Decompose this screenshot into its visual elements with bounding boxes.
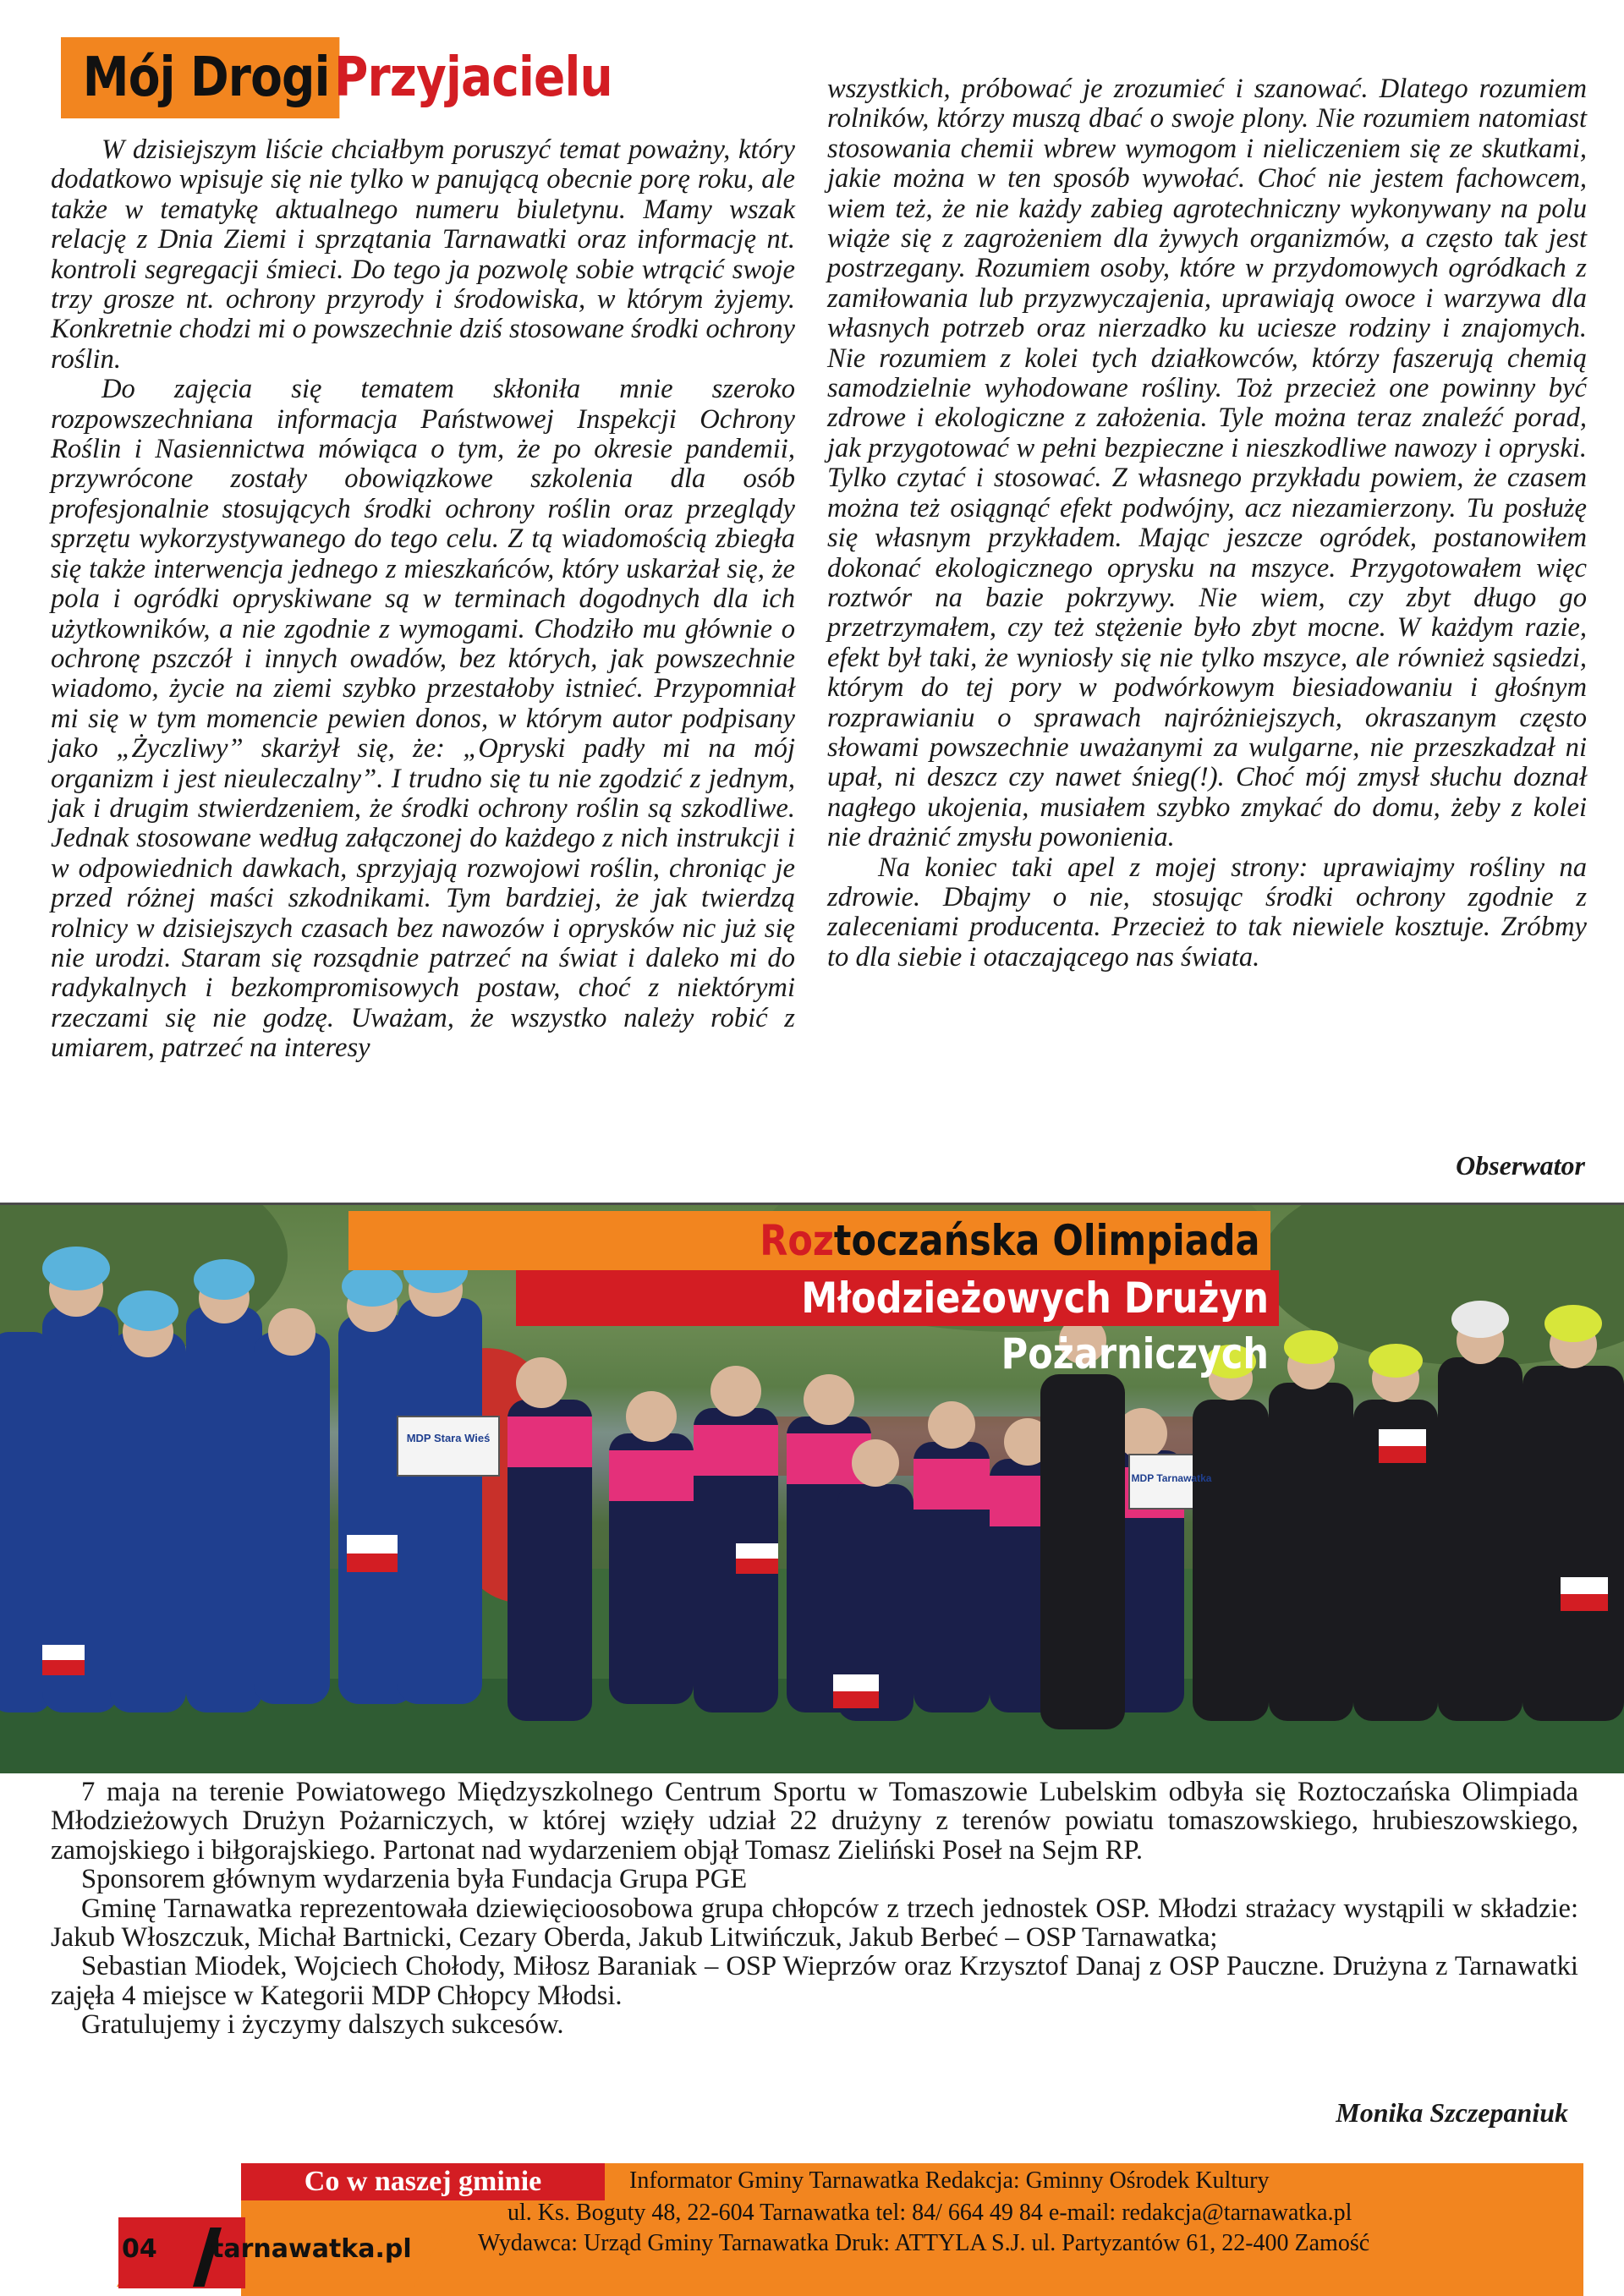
article-title-part1: Mój Drogi [61, 37, 340, 118]
footer-contact: ul. Ks. Boguty 48, 22-604 Tarnawatka tel: 84/ 664 49 84 e-mail: redakcja@tarnawatka.pl [508, 2200, 1352, 2226]
footer-website-link[interactable]: tarnawatka.pl [211, 2234, 412, 2264]
article-right-column [827, 74, 1587, 973]
paragraph: Na koniec taki apel z mojej strony: uprawiajmy rośliny na zdrowie. Dbajmy o nie, stosując środki ochrony zgodnie z zaleceniami producenta. Przecież to tak niewiele kosztuje. Zróbmy to dla siebie i otaczającego nas świata. [827, 852, 1587, 973]
page-number: 04 [122, 2234, 157, 2264]
olympiad-signature: Monika Szczepaniuk [1336, 2097, 1568, 2128]
footer-editorial: Informator Gminy Tarnawatka Redakcja: Gminny Ośrodek Kultury [629, 2167, 1270, 2194]
olympiad-article [51, 1778, 1578, 2040]
footer-section-tab: Co w naszej gminie [241, 2163, 605, 2200]
sign-tarnawatka: MDP Tarnawatka [1131, 1472, 1212, 1484]
paragraph: Sebastian Miodek, Wojciech Chołody, Miłosz Baraniak – OSP Wieprzów oraz Krzysztof Danaj z OSP Pauczne. Drużyna z Tarnawatki zajęła 4 miejsce w Kategorii MDP Chłopcy Młodsi. [51, 1951, 1578, 2011]
paragraph: wszystkich, próbować je zrozumieć i szanować. Dlatego rozumiem rolników, którzy muszą dbać o swoje plony. Nie rozumiem natomiast stosowania chemii wbrew wymogom i nieliczeniem się ze skutkami, jakie można w ten sposób wywołać. Choć nie jestem fachowcem, wiem też, że nie każdy zabieg agrotechniczny wykonywany na polu wiąże się z zagrożeniem dla żywych organizmów, a często tak jest postrzegany. Rozumiem osoby, które w przydomowych ogródkach z zamiłowania lub przyzwyczajenia, uprawiają owoce i warzywa dla własnych potrzeb oraz nierzadko ku uciesze rodziny i znajomych. Nie rozumiem z kolei tych działkowców, którzy faszerują chemią samodzielnie wyhodowane rośliny. Toż przecież one powinny być zdrowe i ekologiczne z założenia. Tyle można teraz znaleźć porad, jak przygotować w pełni bezpieczne i nieszkodliwe nawozy i opryski. Tylko czytać i stosować. Z własnego przykładu powiem, że czasem można też osiągnąć efekt podwójny, acz niezamierzony. Tu posłużę się własnym przykładem. Mając jeszcze ogródek, postanowiłem dokonać ekologicznego oprysku na mszyce. Przygotowałem więc roztwór na bazie pokrzywy. Nie wiem, czy zbyt długo go przetrzymałem, czy też stężenie było zbyt mocne. W każdym razie, efekt był taki, że wyniosły się nie tylko mszyce, ale również sąsiedzi, którym do tej pory w podwórkowym biesiadowaniu i głośnym rozprawianiu o sprawach najróżniejszych, okraszanym często słowami powszechnie uważanymi za wulgarne, nie przeszkadzał ni upał, ni deszcz czy nawet śnieg(!). Choć mój zmysł słuchu doznał nagłego ukojenia, musiałem szybko zmykać do domu, żeby z kolei nie drażnić zmysłu powonienia. [827, 74, 1587, 853]
footer-publisher: Wydawca: Urząd Gminy Tarnawatka Druk: ATTYLA S.J. ul. Partyzantów 61, 22-400 Zamość [478, 2230, 1370, 2256]
section-title-line1 [348, 1211, 1270, 1270]
section-title-line2-text: Młodzieżowych Drużyn Pożarniczych [801, 1274, 1269, 1378]
paragraph: Sponsorem głównym wydarzenia była Fundacja Grupa PGE [81, 1864, 748, 1895]
section-title-rest: toczańska Olimpiada [834, 1216, 1260, 1265]
paragraph: Gratulujemy i życzymy dalszych sukcesów. [81, 2009, 564, 2041]
paragraph: Gminę Tarnawatka reprezentowała dziewięcioosobowa grupa chłopców z trzech jednostek OSP. Młodzi strażacy wystąpili w składzie: Jakub Włoszczuk, Michał Bartnicki, Cezary Oberda, Jakub Litwińczuk, Jakub Berbeć – OSP Tarnawatka; [51, 1893, 1578, 1954]
sign-stara-wies: MDP Stara Wieś [406, 1432, 491, 1444]
article-title-part2: Przyjacielu [334, 47, 613, 109]
paragraph: W dzisiejszym liście chciałbym poruszyć temat poważny, który dodatkowo wpisuje się nie tylko w panującą obecnie porę roku, ale także w tematykę aktualnego numeru biuletynu. Mamy wszak relację z Dnia Ziemi i sprzątania Tarnawatki oraz informację nt. kontroli segregacji śmieci. Do tego ja pozwolę sobie wtrącić swoje trzy grosze nt. ochrony przyrody i środowiska, w którym żyjemy. Konkretnie chodzi mi o powszechnie dziś stosowane środki ochrony roślin. [51, 134, 795, 375]
paragraph: Do zajęcia się tematem skłoniła mnie szeroko rozpowszechniana informacja Państwowej Inspekcji Ochrony Roślin i Nasiennictwa mówiąca o tym, że po okresie pandemii, przywrócone zostały obowiązkowe szkolenia dla osób profesjonalnie stosujących środki ochrony roślin oraz przeglądy sprzętu wykorzystywanego do tego celu. Z tą wiadomością zbiegła się także interwencja jednego z mieszkańców, który uskarżał się, że pola i ogródki opryskiwane są w terminach dogodnych dla ich użytkowników, a nie zgodnie z wymogami. Chodziło mu głównie o ochronę pszczół i innych owadów, bez których, jak powszechnie wiadomo, życie na ziemi szybko przestałoby istnieć. Przypomniał mi się w tym momencie pewien donos, w którym autor podpisany jako „Życzliwy” skarżył się, że: „Opryski padły mi na mój organizm i jest nieuleczalny”. I trudno się tu nie zgodzić z jednym, jak i drugim stwierdzeniem, że środki ochrony roślin są szkodliwe. Jednak stosowane według załączonej do każdego z nich instrukcji i w odpowiednich dawkach, sprzyjają rozwojowi roślin, chroniąc je przed różnej maści szkodnikami. Tym bardziej, że jak twierdzą rolnicy w dzisiejszych czasach bez nawozów i oprysków nic już się nie urodzi. Staram się rozsądnie patrzeć na świat i daleko mi do radykalnych i bezkompromisowych postaw, choć z niektórymi rzeczami się nie godzę. Uważam, że wszystko należy robić z umiarem, patrzeć na interesy [51, 374, 795, 1064]
page-footer [0, 2155, 1624, 2296]
article-left-column [51, 135, 795, 1064]
article-title [61, 37, 658, 118]
section-title-red: Roz [760, 1216, 835, 1265]
article-signature: Obserwator [1456, 1150, 1585, 1181]
paragraph: 7 maja na terenie Powiatowego Międzyszkolnego Centrum Sportu w Tomaszowie Lubelskim odbyła się Roztoczańska Olimpiada Młodzieżowych Drużyn Pożarniczych, w której wzięły udział 22 drużyny z terenów powiatu tomaszowskiego, hrubieszowskiego, zamojskiego i biłgorajskiego. Partonat nad wydarzeniem objął Tomasz Zieliński Poseł na Sejm RP. [51, 1777, 1578, 1866]
section-title-line2 [516, 1270, 1279, 1378]
